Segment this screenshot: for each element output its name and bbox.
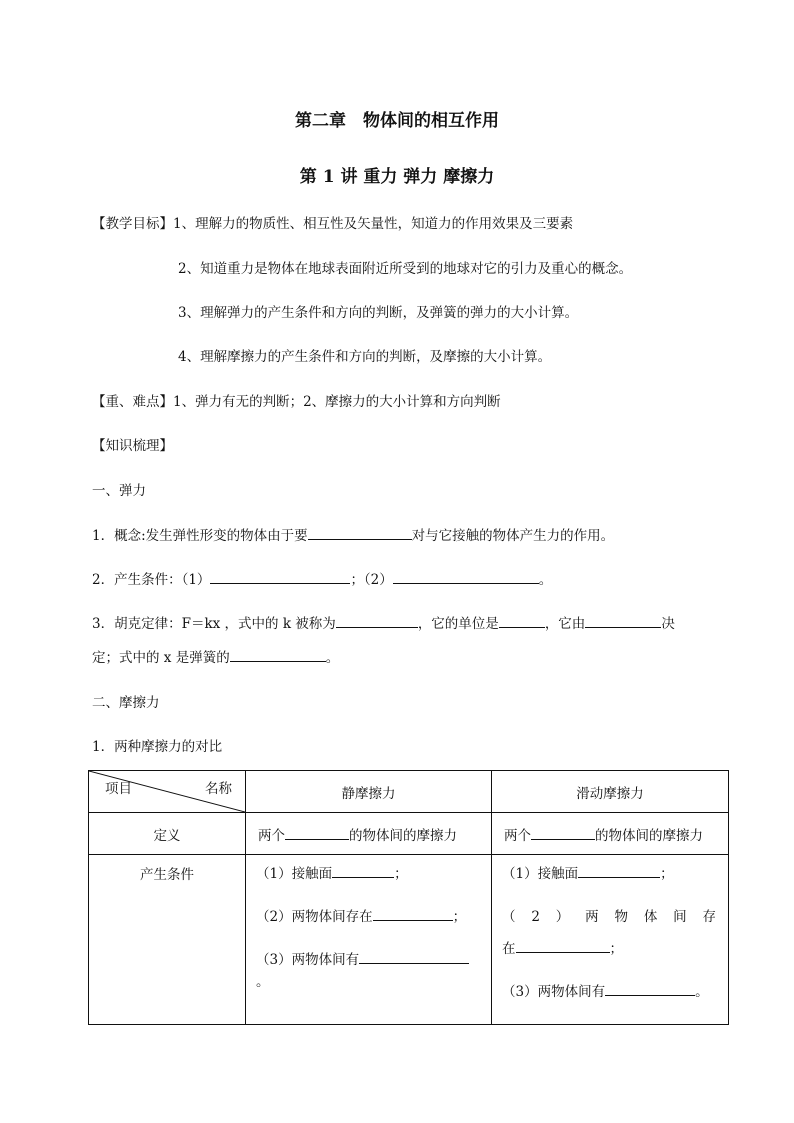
fill-blank[interactable] [516,938,610,953]
table-row [89,855,729,1025]
goal-item: 1、理解力的物质性、相互性及矢量性，知道力的作用效果及三要素 [173,216,574,232]
question-conditions [92,568,552,588]
static-conditions-cell [246,855,492,1025]
fill-blank[interactable] [285,825,349,840]
fill-blank[interactable] [373,906,453,921]
q2-prefix: 2．产生条件：（1） [92,572,211,588]
sliding-condition-1: （1）接触面 ； [502,863,718,885]
static-condition-1: （1）接触面 ； [256,863,481,885]
goals-label: 【教学目标】 [92,216,173,232]
fill-blank[interactable] [308,525,412,540]
q3-line2-suffix: 。 [325,650,340,666]
static-condition-2: （2）两物体间存在 ； [256,906,481,928]
question-concept [92,524,614,544]
goal-item: 4、理解摩擦力的产生条件和方向的判断，及摩擦的大小计算。 [178,349,552,365]
table-header-row [89,771,729,813]
q3-suffix1: 决 [661,616,675,632]
row-label-conditions: 产生条件 [89,855,246,1025]
q2-suffix: 。 [538,572,553,588]
table-corner-cell [89,771,246,813]
friction-comparison-subtitle: 1．两种摩擦力的对比 [92,739,223,755]
question-hooke [92,612,675,632]
header-static-friction: 静摩擦力 [246,771,492,813]
fill-blank[interactable] [230,647,326,662]
table-row [89,813,729,855]
q3-line2-prefix: 定；式中的 x 是弹簧的 [92,650,230,666]
fill-blank[interactable] [332,863,394,878]
sliding-condition-2: （ 2 ） 两 物 体 间 存 在 ； [502,909,716,957]
key-points-text: 1、弹力有无的判断；2、摩擦力的大小计算和方向判断 [173,394,501,410]
fill-blank[interactable] [585,613,661,628]
q3-mid1: ，它的单位是 [417,616,499,632]
chapter-title: 第二章 物体间的相互作用 [295,111,499,131]
sliding-definition-cell [492,813,729,855]
corner-label-name: 名称 [205,781,232,797]
knowledge-label: 【知识梳理】 [92,438,173,454]
goal-item: 2、知道重力是物体在地球表面附近所受到的地球对它的引力及重心的概念。 [178,261,633,277]
section-friction-title: 二、摩擦力 [92,695,160,711]
section-elastic-title: 一、弹力 [92,483,146,499]
def-suffix: 的物体间的摩擦力 [349,827,457,844]
static-condition-3: （3）两物体间有。 [256,949,481,993]
fill-blank[interactable] [336,613,418,628]
sliding-conditions-cell [492,855,729,1025]
friction-comparison-table [88,770,729,1025]
q2-mid: ；（2） [350,572,393,588]
static-definition-cell [246,813,492,855]
fill-blank[interactable] [393,569,539,584]
fill-blank[interactable] [605,981,695,996]
fill-blank[interactable] [359,949,469,964]
q3-prefix: 3．胡克定律：F＝kx ，式中的 k 被称为 [92,616,336,632]
header-sliding-friction: 滑动摩擦力 [492,771,729,813]
q1-suffix: 对与它接触的物体产生力的作用。 [411,528,615,544]
goal-item: 3、理解弹力的产生条件和方向的判断，及弹簧的弹力的大小计算。 [178,305,579,321]
q3-mid2: ，它由 [544,616,586,632]
row-label-definition: 定义 [89,813,246,855]
key-points-label: 【重、难点】 [92,394,173,410]
teaching-goals [92,212,573,232]
fill-blank[interactable] [210,569,350,584]
fill-blank[interactable] [531,825,595,840]
question-hooke-line2 [92,646,339,666]
def-prefix: 两个 [504,827,531,844]
def-prefix: 两个 [258,827,285,844]
q1-prefix: 1．概念:发生弹性形变的物体由于要 [92,528,308,544]
fill-blank[interactable] [578,863,660,878]
fill-blank[interactable] [499,613,545,628]
sliding-condition-3: （3）两物体间有 。 [502,981,718,1003]
def-suffix: 的物体间的摩擦力 [595,827,703,844]
lesson-title: 第 1 讲 重力 弹力 摩擦力 [299,167,495,187]
corner-label-item: 项目 [105,781,132,797]
key-points [92,390,501,410]
